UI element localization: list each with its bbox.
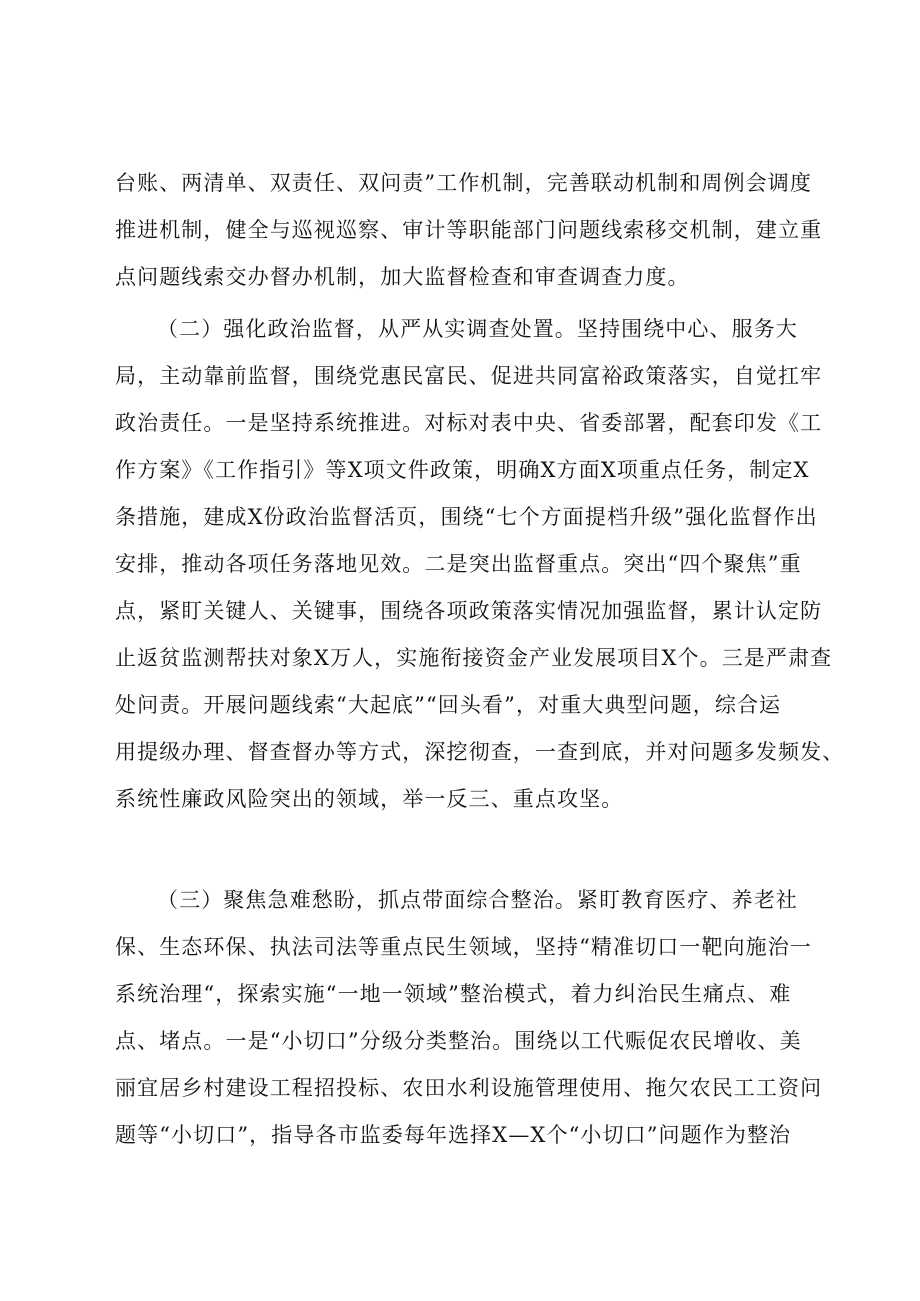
text-line: 止返贫监测帮扶对象X万人，实施衔接资金产业发展项目X个。三是严肃查: [115, 646, 833, 670]
text-line: [115, 823, 815, 870]
text-line: 系统治理“，探索实施“一地一领域”整治模式，着力纠治民生痛点、难: [115, 982, 792, 1006]
text-line: 丽宜居乡村建设工程招投标、农田水利设施管理使用、拖欠农民工工资问: [115, 1076, 823, 1100]
text-line: 点、堵点。一是“小切口”分级分类整治。围绕以工代赈促农民增收、美: [115, 1029, 802, 1053]
text-line: 系统性廉政风险突出的领域，举一反三、重点攻坚。: [115, 787, 624, 811]
text-line: 安排，推动各项任务落地见效。二是突出监督重点。突出“四个聚焦”重: [115, 552, 802, 576]
text-line: 推进机制，健全与巡视巡察、审计等职能部门问题线索移交机制，建立重: [115, 218, 823, 242]
paragraph-first-line: （三）聚焦急难愁盼，抓点带面综合整治。紧盯教育医疗、养老社: [157, 888, 798, 912]
text-line: 点问题线索交办督办机制，加大监督检查和审查调查力度。: [115, 265, 690, 289]
text-line: 处问责。开展问题线索“大起底”“回头看”，对重大典型问题，综合运: [115, 693, 782, 717]
text-line: 用提级办理、督查督办等方式，深挖彻查，一查到底，并对问题多发频发、: [115, 740, 845, 764]
text-line: 作方案》《工作指引》等X项文件政策，明确X方面X项重点任务，制定X: [115, 458, 810, 482]
text-line: 点，紧盯关键人、关键事，围绕各项政策落实情况加强监督，累计认定防: [115, 599, 823, 623]
text-line: 题等“小切口”，指导各市监委每年选择X—X个“小切口”问题作为整治: [115, 1123, 792, 1147]
text-line: 政治责任。一是坚持系统推进。对标对表中央、省委部署，配套印发《工: [115, 411, 823, 435]
text-line: 条措施，建成X份政治监督活页，围绕“七个方面提档升级”强化监督作出: [115, 505, 818, 529]
paragraph-first-line: （二）强化政治监督，从严从实调查处置。坚持围绕中心、服务大: [157, 317, 798, 341]
text-line: 保、生态环保、执法司法等重点民生领域，坚持“精准切口一靶向施治一: [115, 935, 812, 959]
text-line: 局，主动靠前监督，围绕党惠民富民、促进共同富裕政策落实，自觉扛牢: [115, 364, 823, 388]
text-line: 台账、两清单、双责任、双问责”工作机制，完善联动机制和周例会调度: [115, 171, 812, 195]
